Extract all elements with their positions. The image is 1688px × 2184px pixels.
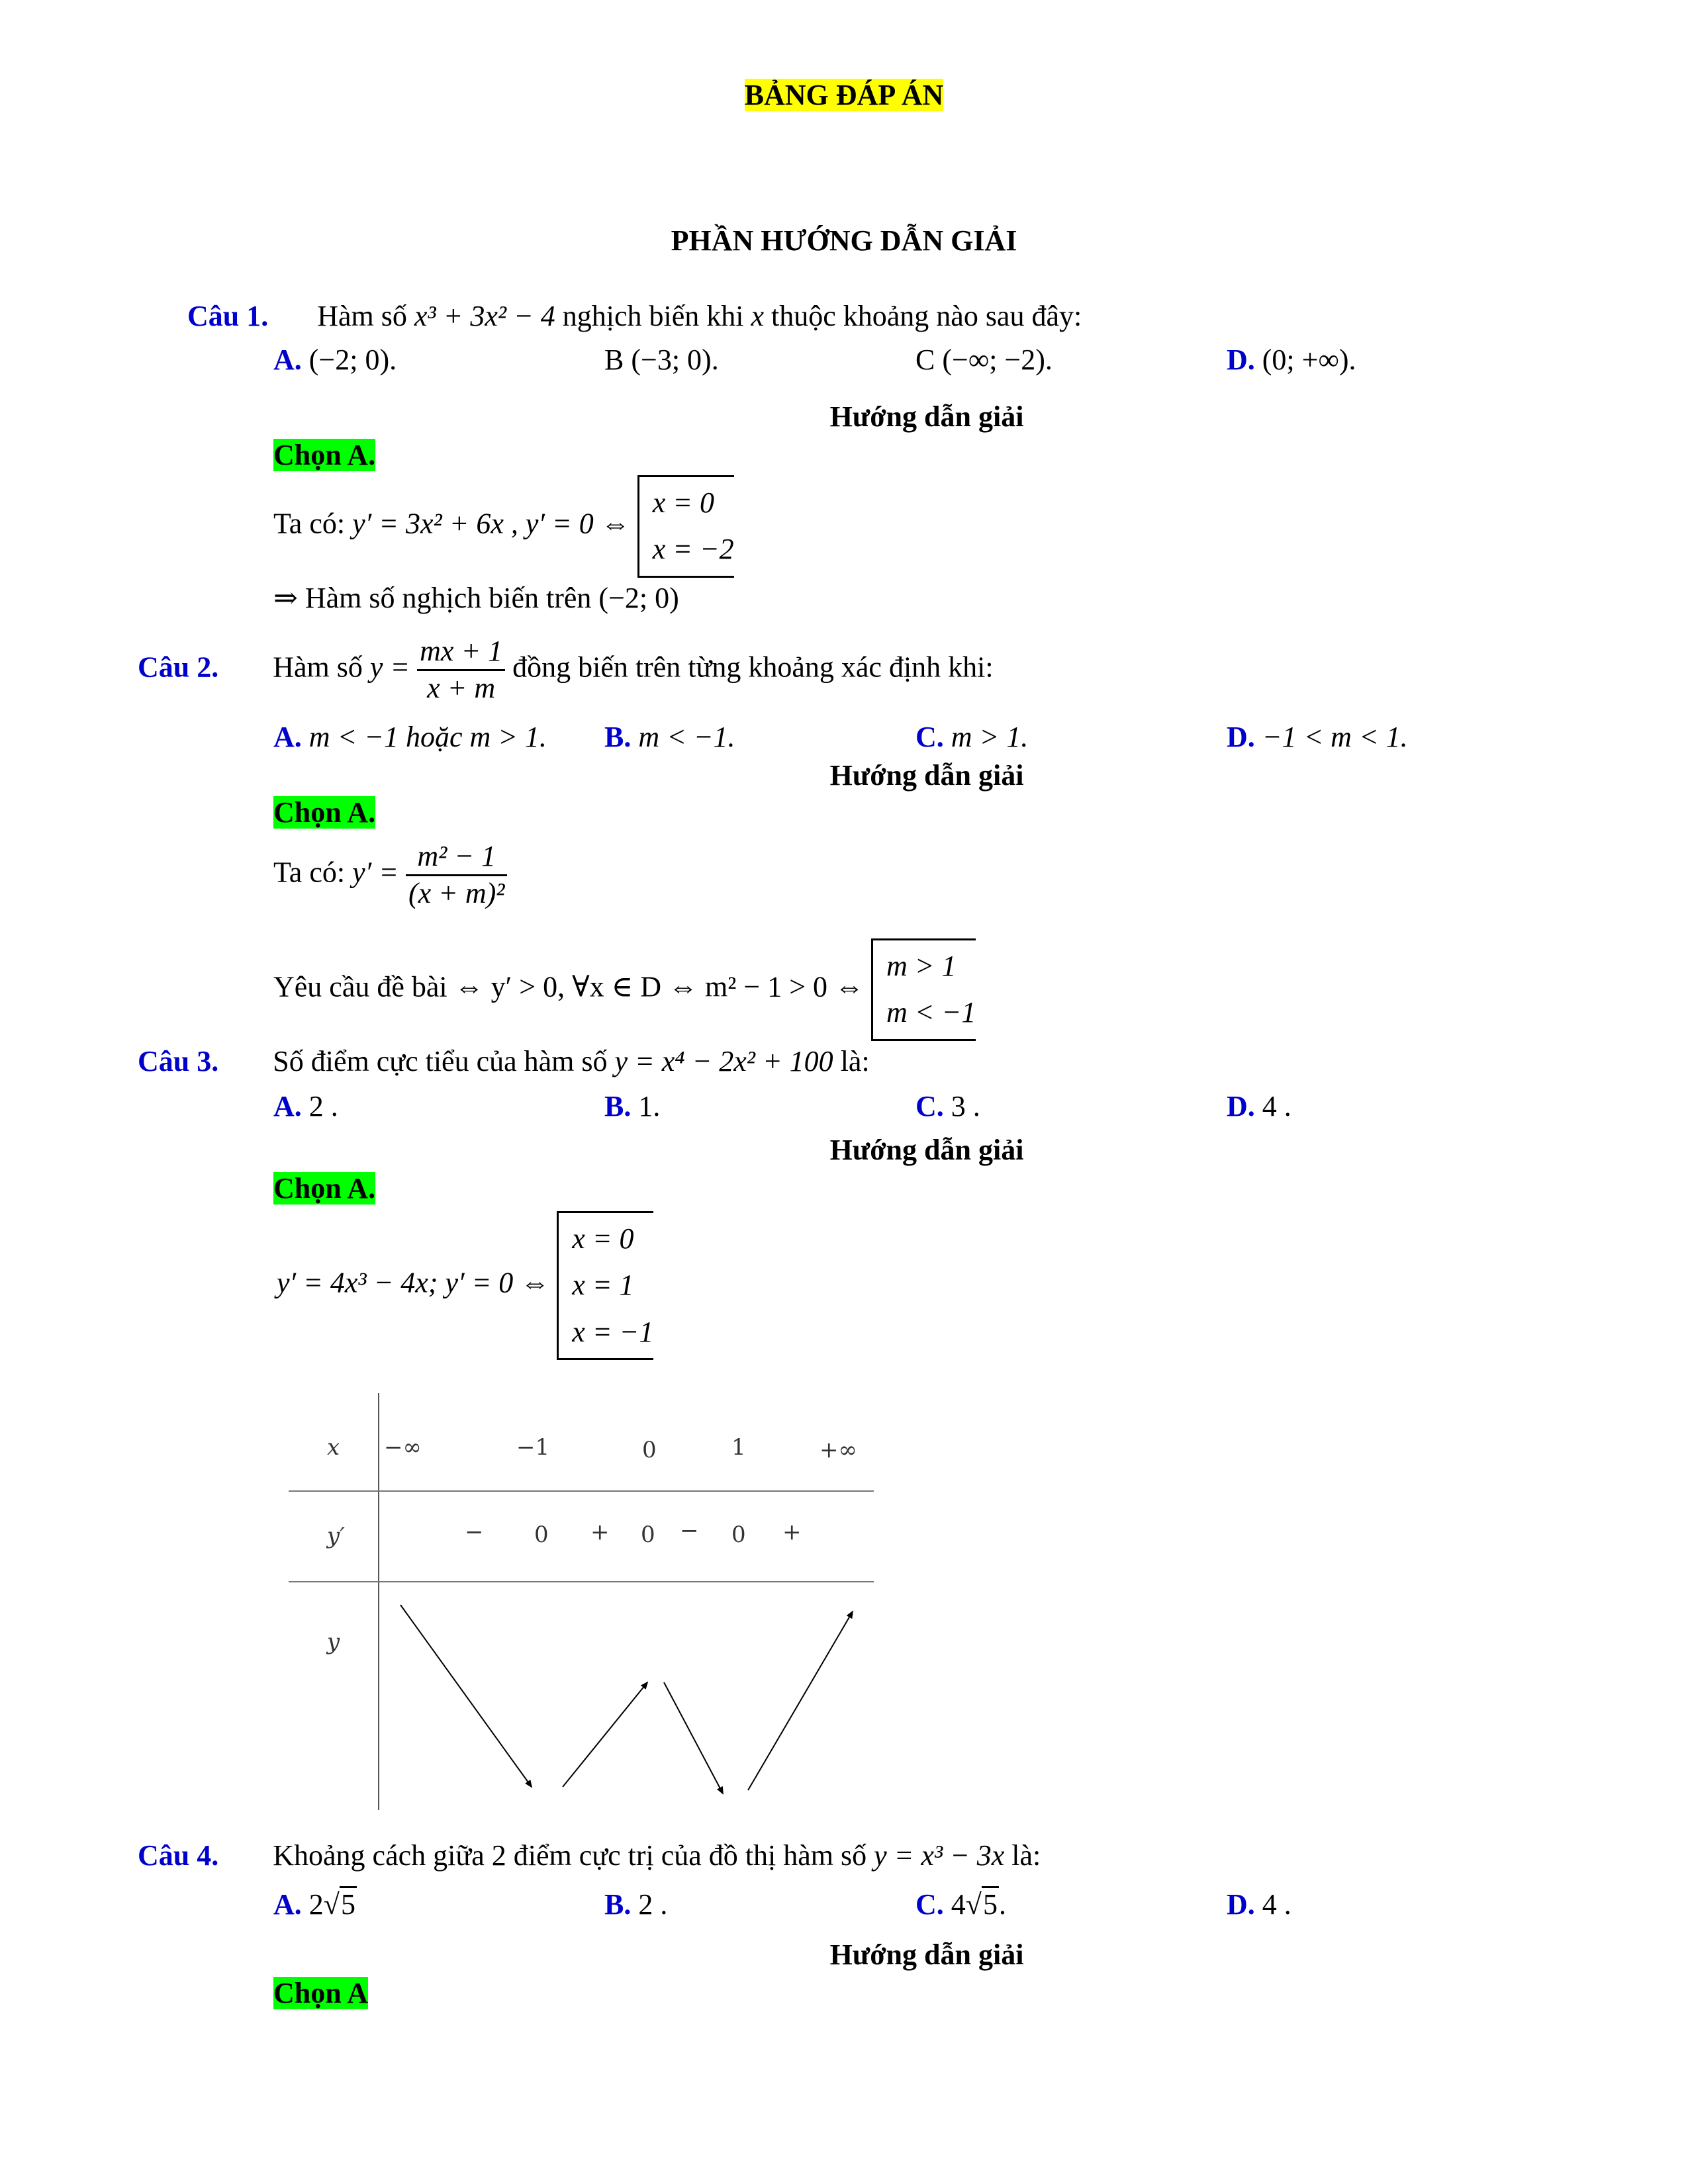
variation-table-lines <box>285 1393 880 1810</box>
sign: 0 <box>534 1522 549 1548</box>
q2-option-c: C. m > 1. <box>915 721 1029 753</box>
q1-option-d: D. (0; +∞). <box>1227 343 1356 376</box>
arrow-decrease-2 <box>664 1682 723 1794</box>
q1-system-bracket: x = 0 x = −2 <box>637 475 734 578</box>
q3-guide-heading: Hướng dẫn giải <box>829 1134 1024 1166</box>
arrow-increase-2 <box>748 1612 853 1790</box>
sign: + <box>782 1519 802 1545</box>
q3-label: Câu 3. <box>138 1045 219 1077</box>
sign: + <box>590 1519 610 1545</box>
arrow-decrease-1 <box>400 1605 532 1787</box>
q4-option-b: B. 2 . <box>604 1888 668 1921</box>
x-value: 1 <box>731 1434 746 1461</box>
q1-choose: Chọn A. <box>273 439 376 471</box>
q2-guide-heading: Hướng dẫn giải <box>829 759 1024 792</box>
x-value: −1 <box>516 1434 550 1461</box>
q1-option-c: C (−∞; −2). <box>915 343 1053 376</box>
q2-option-b: B. m < −1. <box>604 721 735 753</box>
q3-option-c: C. 3 . <box>915 1090 980 1122</box>
q1-label: Câu 1. <box>187 300 269 332</box>
sign: − <box>680 1518 699 1544</box>
q2-question: Câu 2. Hàm số y = $\frac{mx + 1}{x + m}$ đồng biến trên từng khoảng xác định khi: <box>138 634 994 706</box>
sign: − <box>465 1519 484 1545</box>
q2-choose: Chọn A. <box>273 796 376 829</box>
q3-question: Câu 3. Số điểm cực tiểu của hàm số y = x⁴ − 2x² + 100 là: <box>138 1045 870 1077</box>
q4-question: Câu 4. Khoảng cách giữa 2 điểm cực trị của đồ thị hàm số y = x³ − 3x là: <box>138 1839 1041 1872</box>
solution-title: PHẦN HƯỚNG DẪN GIẢI <box>671 224 1017 257</box>
q1-option-a: A. (−2; 0). <box>273 343 397 376</box>
q3-derivative-line: y′ = 4x³ − 4x; y′ = 0 ⇔ x = 0 x = 1 x = −1 <box>277 1211 653 1360</box>
q1-derivative-line: Ta có: y′ = 3x² + 6x , y′ = 0 ⇔ x = 0 x = −2 <box>273 475 734 578</box>
variation-table <box>285 1393 880 1810</box>
q2-option-d: D. −1 < m < 1. <box>1227 721 1408 753</box>
q1-conclusion: ⇒ Hàm số nghịch biến trên (−2; 0) <box>273 582 679 614</box>
q1-guide-heading: Hướng dẫn giải <box>829 400 1024 433</box>
row-label-y: y <box>327 1629 340 1655</box>
answer-table-title: BẢNG ĐÁP ÁN <box>744 79 944 111</box>
q4-guide-heading: Hướng dẫn giải <box>829 1938 1024 1971</box>
x-value: −∞ <box>384 1434 422 1461</box>
row-label-x: x <box>327 1434 340 1461</box>
q2-label: Câu 2. <box>138 651 219 684</box>
q4-option-a: A. 2√5 <box>273 1888 357 1923</box>
sign: 0 <box>641 1522 655 1548</box>
q2-condition-line: Yêu cầu đề bài ⇔ y′ > 0, ∀x ∈ D ⇔ m² − 1 > 0 ⇔ m > 1 m < −1 <box>273 938 976 1041</box>
q1-option-b: B (−3; 0). <box>604 343 719 376</box>
row-label-yprime: y′ <box>327 1523 345 1549</box>
q4-label: Câu 4. <box>138 1839 219 1872</box>
q3-choose: Chọn A. <box>273 1172 376 1205</box>
q1-question: Câu 1. Hàm số x³ + 3x² − 4 nghịch biến khi x thuộc khoảng nào sau đây: <box>187 300 1082 332</box>
q4-option-d: D. 4 . <box>1227 1888 1291 1921</box>
arrow-increase-1 <box>563 1682 647 1787</box>
q2-system-bracket: m > 1 m < −1 <box>871 938 976 1041</box>
q4-choose: Chọn A <box>273 1977 369 2009</box>
q3-option-a: A. 2 . <box>273 1090 338 1122</box>
q3-system-bracket: x = 0 x = 1 x = −1 <box>557 1211 653 1360</box>
x-value: +∞ <box>820 1437 857 1463</box>
q3-option-d: D. 4 . <box>1227 1090 1291 1122</box>
sign: 0 <box>731 1522 746 1548</box>
q3-option-b: B. 1. <box>604 1090 661 1122</box>
q4-option-c: C. 4√5. <box>915 1888 1006 1923</box>
q2-derivative-line: Ta có: y′ = $\frac{\text{m² − 1}}{\text{(x + m)²}}$ <box>273 839 507 911</box>
q2-option-a: A. m < −1 hoặc m > 1. <box>273 721 547 753</box>
x-value: 0 <box>642 1437 657 1463</box>
